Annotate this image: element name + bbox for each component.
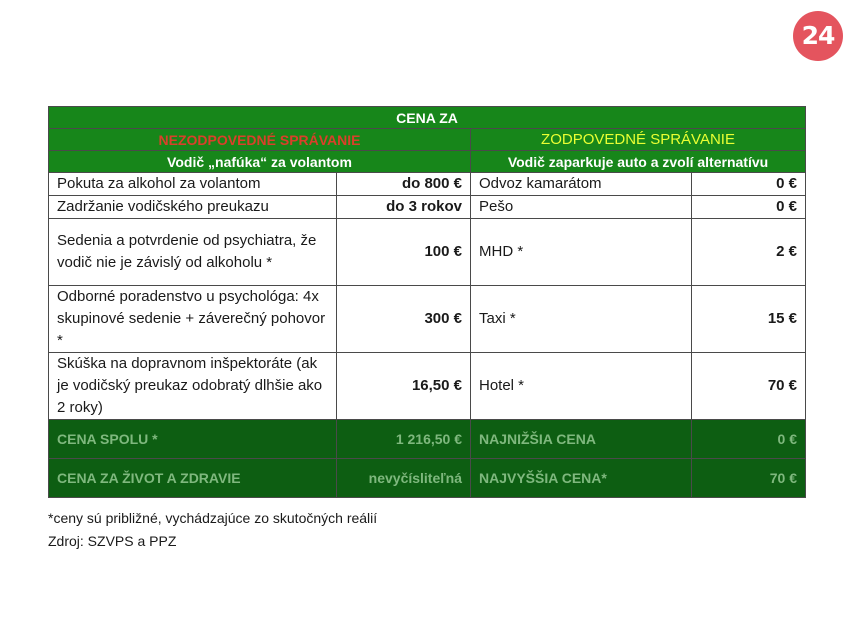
row-right-label: Hotel * [471, 353, 692, 420]
footnote: *ceny sú približné, vychádzajúce zo skutočných reálií [48, 510, 378, 526]
total-right-label: NAJVYŠŠIA CENA* [471, 459, 692, 498]
source-note: Zdroj: SZVPS a PPZ [48, 533, 177, 549]
row-left-label: Odborné poradenstvo u psychológa: 4x skupinové sedenie + záverečný pohovor * [49, 286, 337, 353]
table-row [49, 286, 806, 353]
row-right-label: Odvoz kamarátom [471, 173, 692, 196]
left-subheader: Vodič „nafúka“ za volantom [49, 151, 471, 173]
row-left-value: 16,50 € [337, 353, 471, 420]
row-left-value: do 800 € [337, 173, 471, 196]
row-right-value: 2 € [692, 219, 806, 286]
row-left-value: do 3 rokov [337, 196, 471, 219]
total-left-label: CENA SPOLU * [49, 420, 337, 459]
row-right-value: 70 € [692, 353, 806, 420]
total-row [49, 459, 806, 498]
row-right-label: MHD * [471, 219, 692, 286]
table-title: CENA ZA [49, 107, 806, 129]
row-right-value: 0 € [692, 173, 806, 196]
total-left-label: CENA ZA ŽIVOT A ZDRAVIE [49, 459, 337, 498]
row-right-label: Taxi * [471, 286, 692, 353]
row-left-label: Pokuta za alkohol za volantom [49, 173, 337, 196]
left-header: NEZODPOVEDNÉ SPRÁVANIE [49, 129, 471, 151]
row-right-label: Pešo [471, 196, 692, 219]
right-header: ZODPOVEDNÉ SPRÁVANIE [471, 129, 806, 151]
table-row [49, 353, 806, 420]
total-right-label: NAJNIŽŠIA CENA [471, 420, 692, 459]
total-left-value: nevyčísliteľná [337, 459, 471, 498]
row-left-label: Skúška na dopravnom inšpektoráte (ak je vodičský preukaz odobratý dlhšie ako 2 roky) [49, 353, 337, 420]
table-row [49, 173, 806, 196]
total-row [49, 420, 806, 459]
row-left-label: Zadržanie vodičského preukazu [49, 196, 337, 219]
table-row [49, 219, 806, 286]
row-right-value: 15 € [692, 286, 806, 353]
row-left-value: 300 € [337, 286, 471, 353]
total-right-value: 70 € [692, 459, 806, 498]
right-subheader: Vodič zaparkuje auto a zvolí alternatívu [471, 151, 806, 173]
row-left-value: 100 € [337, 219, 471, 286]
logo-24: 24 [793, 11, 843, 61]
total-left-value: 1 216,50 € [337, 420, 471, 459]
price-comparison-table [48, 106, 806, 498]
row-left-label: Sedenia a potvrdenie od psychiatra, že vodič nie je závislý od alkoholu * [49, 219, 337, 286]
table-row [49, 196, 806, 219]
total-right-value: 0 € [692, 420, 806, 459]
row-right-value: 0 € [692, 196, 806, 219]
